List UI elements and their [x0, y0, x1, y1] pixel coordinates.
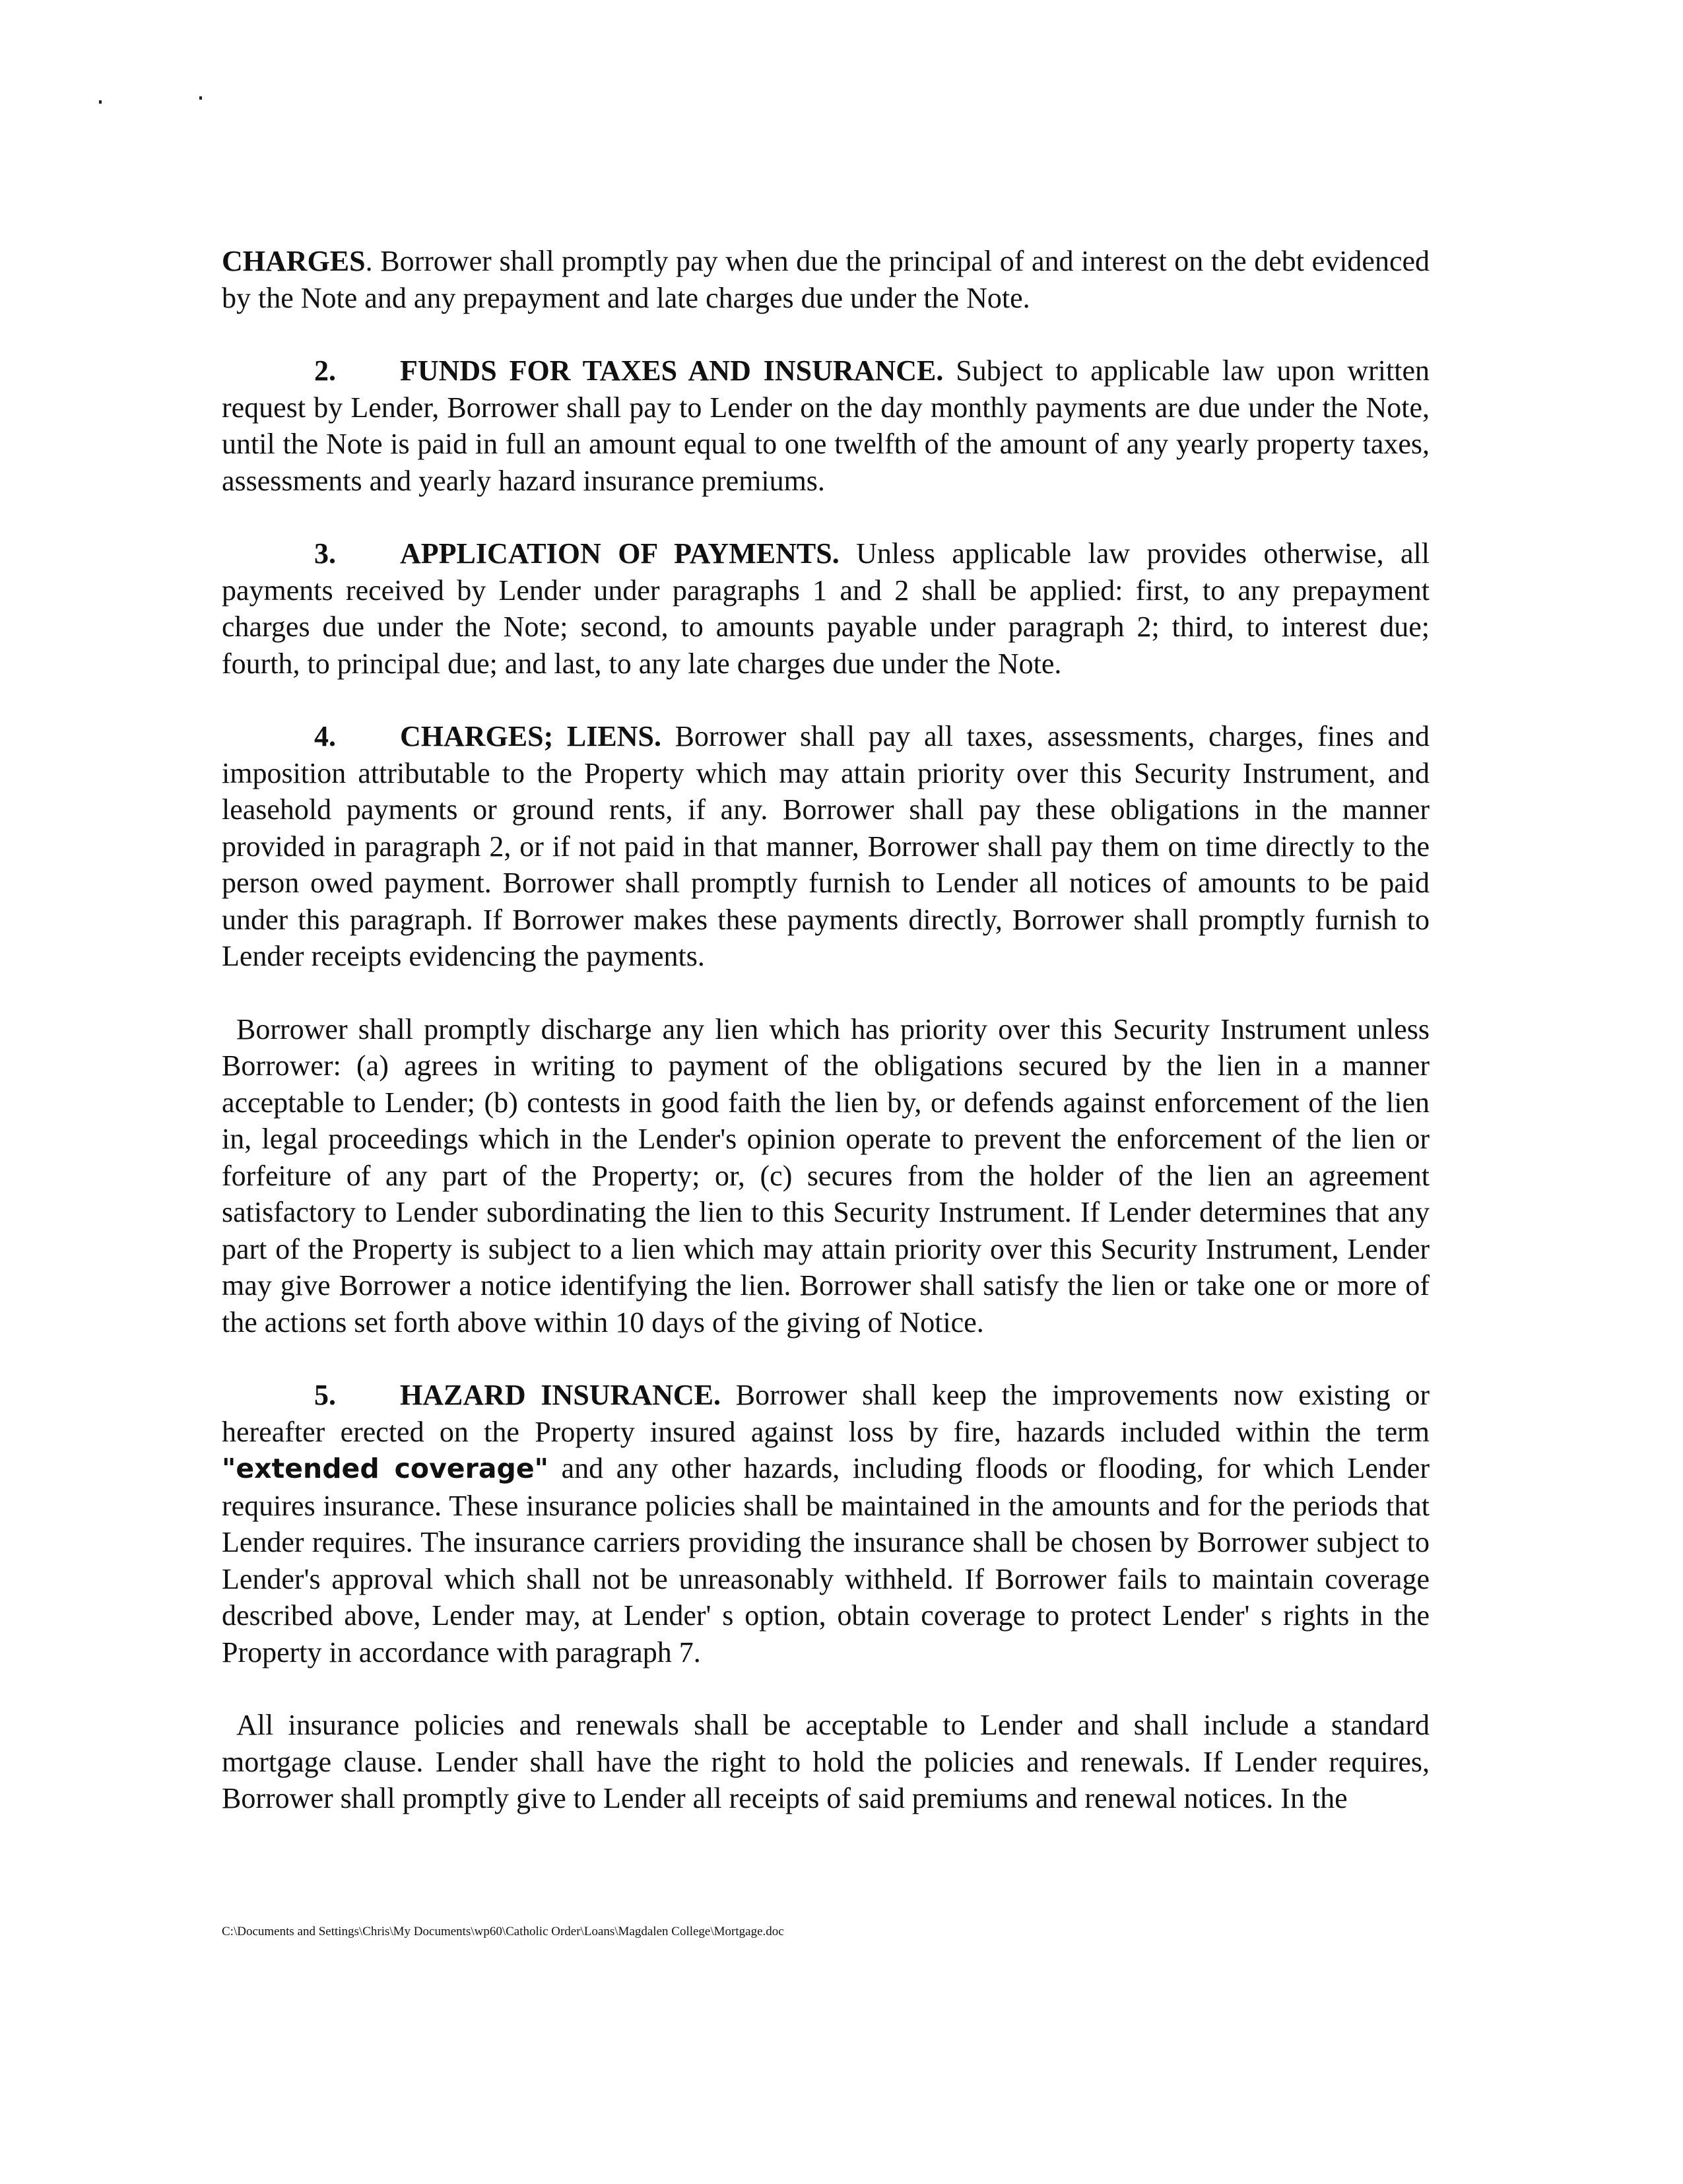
- paragraph-charges: [222, 243, 1430, 316]
- paragraph-heading: CHARGES: [222, 245, 366, 277]
- paragraph-text: All insurance policies and renewals shall be acceptable to Lender and shall include a standard mortgage clause. Lender shall have the right to hold the policies and renewals. If Lender requires, Borrower shall promptly give to Lender all receipts of said premiums and renewal notices. In the: [222, 1709, 1430, 1814]
- scan-speck: [99, 100, 102, 104]
- section-text: Borrower shall pay all taxes, assessments, charges, fines and imposition attributable to the Property which may attain priority over this Security Instrument, and leasehold payments or ground rents, if any. Borrower shall pay these obligations in the manner provided in paragraph 2, or if not paid in that manner, Borrower shall pay them on time directly to the person owed payment. Borrower shall promptly furnish to Lender all notices of amounts to be paid under this paragraph. If Borrower makes these payments directly, Borrower shall promptly furnish to Lender receipts evidencing the payments.: [222, 720, 1430, 972]
- section-4-continued: [222, 1011, 1430, 1341]
- section-heading: HAZARD INSURANCE.: [400, 1379, 721, 1411]
- section-text: Borrower shall keep the improvements now existing or hereafter erected on the Property insured against loss by fire, hazards included within the term: [222, 1379, 1430, 1448]
- section-5-continued: [222, 1707, 1430, 1817]
- section-text: Unless applicable law provides otherwise, all payments received by Lender under paragraphs 1 and 2 shall be applied: first, to any prepayment charges due under the Note; second, to amounts payable under paragraph 2; third, to interest due; fourth, to principal due; and last, to any late charges due under the Note.: [222, 537, 1430, 680]
- section-heading: APPLICATION OF PAYMENTS.: [400, 537, 840, 570]
- section-heading: FUNDS FOR TAXES AND INSURANCE.: [400, 354, 944, 387]
- bold-term: "extended coverage": [222, 1453, 549, 1484]
- section-2: 2. FUNDS FOR TAXES AND INSURANCE. Subject to applicable law upon written request by Lender, Borrower shall pay to Lender on the day monthly payments are due under the Note, until the Note is paid in full an amount equal to one twelfth of the amount of any yearly property taxes, assessments and yearly hazard insurance premiums.: [222, 354, 1430, 497]
- section-heading: CHARGES; LIENS.: [400, 720, 661, 752]
- section-text: Subject to applicable law upon written request by Lender, Borrower shall pay to Lender on the day monthly payments are due under the Note, until the Note is paid in full an amount equal to one twelfth of the amount of any yearly property taxes, assessments and yearly hazard insurance premiums.: [222, 354, 1430, 497]
- section-text: and any other hazards, including floods or flooding, for which Lender requires insurance. These insurance policies shall be maintained in the amounts and for the periods that Lender requires. The insurance carriers providing the insurance shall be chosen by Borrower subject to Lender's approval which shall not be unreasonably withheld. If Borrower fails to maintain coverage described above, Lender may, at Lender' s option, obtain coverage to protect Lender' s rights in the Property in accordance with paragraph 7.: [222, 1452, 1430, 1669]
- scan-speck: [199, 96, 202, 100]
- document-body: [222, 243, 1430, 1853]
- section-5: 5. HAZARD INSURANCE. Borrower shall keep the improvements now existing or hereafter erected on the Property insured against loss by fire, hazards included within the term "extended coverage" and any other hazards, including floods or flooding, for which Lender requires insurance. These insurance policies shall be maintained in the amounts and for the periods that Lender requires. The insurance carriers providing the insurance shall be chosen by Borrower subject to Lender's approval which shall not be unreasonably withheld. If Borrower fails to maintain coverage described above, Lender may, at Lender' s option, obtain coverage to protect Lender' s rights in the Property in accordance with paragraph 7.: [222, 1379, 1430, 1669]
- paragraph-text: Borrower shall promptly discharge any lien which has priority over this Security Instrument unless Borrower: (a) agrees in writing to payment of the obligations secured by the lien in a manner acceptable to Lender; (b) contests in good faith the lien by, or defends against enforcement of the lien in, legal proceedings which in the Lender's opinion operate to prevent the enforcement of the lien or forfeiture of any part of the Property; or, (c) secures from the holder of the lien an agreement satisfactory to Lender subordinating the lien to this Security Instrument. If Lender determines that any part of the Property is subject to a lien which may attain priority over this Security Instrument, Lender may give Borrower a notice identifying the lien. Borrower shall satisfy the lien or take one or more of the actions set forth above within 10 days of the giving of Notice.: [222, 1012, 1430, 1339]
- paragraph-text: . Borrower shall promptly pay when due the principal of and interest on the debt evidenced by the Note and any prepayment and late charges due under the Note.: [222, 245, 1430, 314]
- section-3: 3. APPLICATION OF PAYMENTS. Unless applicable law provides otherwise, all payments received by Lender under paragraphs 1 and 2 shall be applied: first, to any prepayment charges due under the Note; second, to amounts payable under paragraph 2; third, to interest due; fourth, to principal due; and last, to any late charges due under the Note.: [222, 537, 1430, 680]
- section-4: 4. CHARGES; LIENS. Borrower shall pay all taxes, assessments, charges, fines and imposition attributable to the Property which may attain priority over this Security Instrument, and leasehold payments or ground rents, if any. Borrower shall pay these obligations in the manner provided in paragraph 2, or if not paid in that manner, Borrower shall pay them on time directly to the person owed payment. Borrower shall promptly furnish to Lender all notices of amounts to be paid under this paragraph. If Borrower makes these payments directly, Borrower shall promptly furnish to Lender receipts evidencing the payments.: [222, 720, 1430, 972]
- footer-file-path: C:\Documents and Settings\Chris\My Documents\wp60\Catholic Order\Loans\Magdalen College\Mortgage.doc: [222, 1925, 784, 1938]
